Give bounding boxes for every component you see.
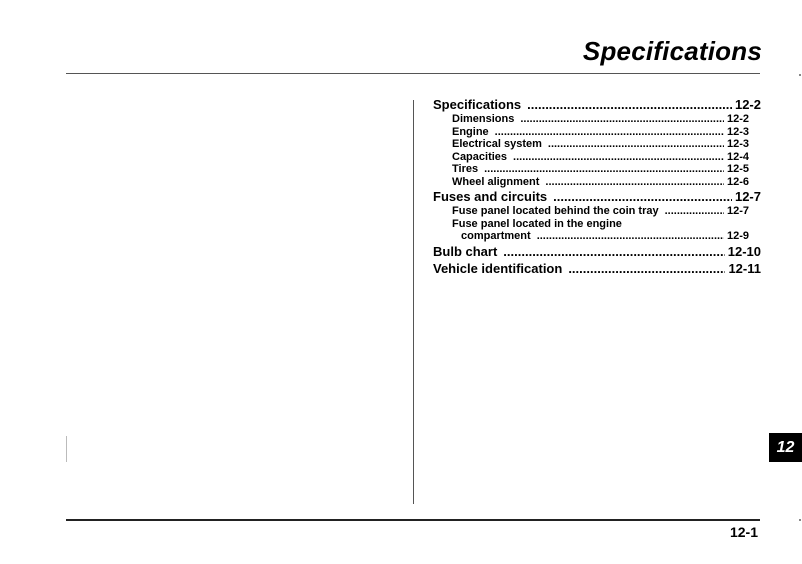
page-number: 12-1 (729, 524, 758, 540)
toc-entry-dimensions[interactable] (433, 113, 761, 126)
toc-entry-engine[interactable] (433, 126, 761, 139)
toc-entry-page: 12-7 (734, 189, 761, 204)
toc-entry-fuse-panel-engine-cont[interactable] (433, 230, 761, 243)
toc-leader (495, 126, 724, 139)
left-margin-mark (66, 436, 67, 462)
toc-entry-page: 12-6 (726, 175, 749, 188)
toc-leader (568, 260, 725, 277)
chapter-tab[interactable]: 12 (769, 433, 802, 462)
toc-leader (503, 243, 724, 260)
toc-entry-label: Specifications (433, 97, 522, 112)
margin-mark-bottom (799, 519, 801, 521)
toc-entry-label: Fuse panel located in the engine (452, 217, 622, 230)
toc-entry-bulb-chart[interactable] (433, 243, 761, 260)
toc-entry-page: 12-10 (727, 244, 761, 259)
toc-entry-fuses-and-circuits[interactable] (433, 188, 761, 205)
toc-entry-label: Fuse panel located behind the coin tray (452, 205, 659, 217)
toc-entry-label: Engine (452, 125, 489, 138)
toc-leader (665, 205, 724, 218)
toc-entry-page: 12-11 (728, 261, 761, 276)
margin-mark-top (799, 74, 801, 76)
toc-leader (537, 230, 724, 243)
toc-leader (553, 188, 732, 205)
page-title: Specifications (582, 36, 762, 66)
toc-entry-label: Wheel alignment (452, 175, 540, 188)
toc-entry-label: Vehicle identification (433, 261, 563, 276)
column-divider (413, 100, 414, 504)
toc-entry-page: 12-2 (726, 113, 749, 125)
toc-entry-label: Fuses and circuits (433, 189, 548, 204)
toc-entry-page: 12-7 (726, 205, 749, 217)
toc-entry-label: Electrical system (452, 138, 542, 150)
toc-entry-page: 12-4 (726, 150, 749, 163)
toc-entry-tires[interactable] (433, 163, 761, 176)
table-of-contents (433, 96, 761, 277)
header-rule (66, 73, 760, 74)
toc-leader (545, 176, 724, 189)
footer-rule (66, 519, 760, 521)
toc-entry-label: Bulb chart (433, 244, 498, 259)
toc-leader (527, 96, 732, 113)
toc-entry-page: 12-2 (734, 97, 761, 112)
toc-entry-specifications[interactable] (433, 96, 761, 113)
toc-entry-electrical-system[interactable] (433, 138, 761, 151)
toc-entry-page: 12-9 (726, 230, 749, 242)
toc-entry-label: Dimensions (452, 113, 515, 125)
toc-entry-page: 12-3 (726, 138, 749, 150)
toc-leader (548, 138, 724, 151)
toc-entry-page: 12-3 (726, 125, 749, 138)
toc-entry-label: Capacities (452, 150, 508, 163)
toc-leader (484, 163, 724, 176)
toc-entry-fuse-panel-engine[interactable] (433, 218, 761, 231)
toc-entry-label-cont: compartment (461, 230, 531, 242)
toc-entry-fuse-panel-coin-tray[interactable] (433, 205, 761, 218)
toc-entry-label: Tires (452, 163, 479, 175)
toc-leader (513, 151, 724, 164)
toc-entry-wheel-alignment[interactable] (433, 176, 761, 189)
toc-entry-page: 12-5 (726, 163, 749, 175)
toc-entry-vehicle-identification[interactable] (433, 260, 761, 277)
toc-leader (520, 113, 724, 126)
toc-entry-capacities[interactable] (433, 151, 761, 164)
